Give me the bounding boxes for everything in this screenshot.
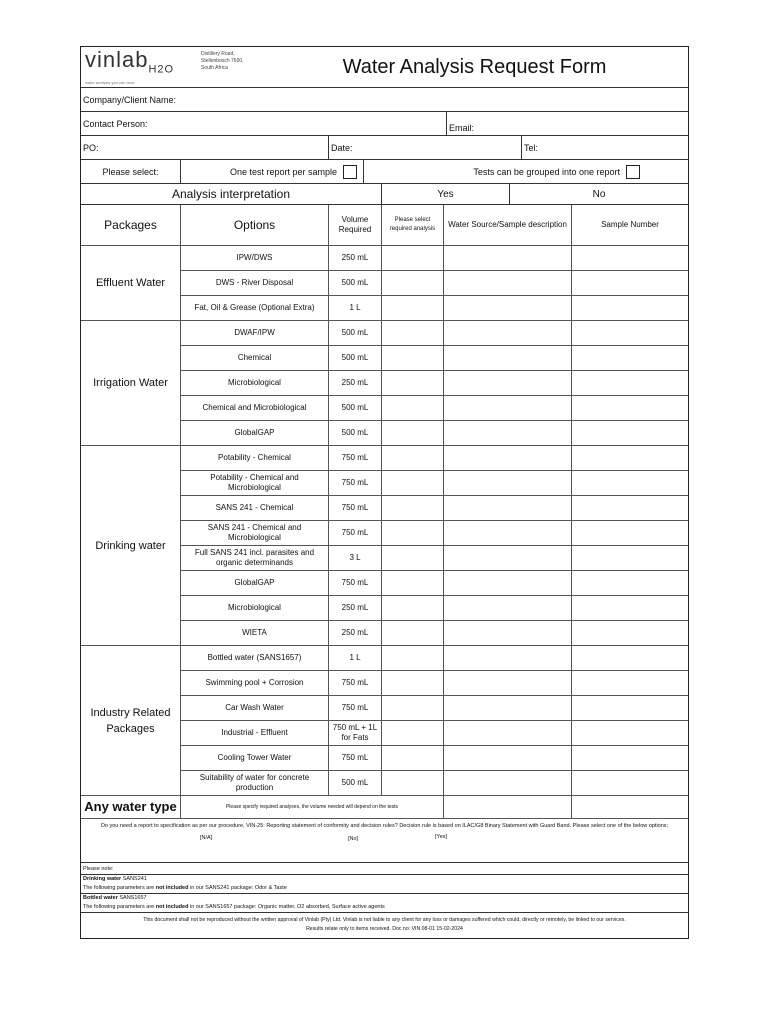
form-header — [81, 47, 688, 88]
analysis-select-cell[interactable] — [382, 721, 444, 746]
package-drinking-water: Drinking water — [81, 446, 181, 646]
header-select: Please select required analysis — [382, 205, 444, 246]
footer-disclaimer: This document shall not be reproduced without the written approval of Vinlab (Pty) Ltd. Vinlab is not liable to any client for any loss or damages suffered which could, directly or remotely, be linked to our services. — [143, 917, 626, 923]
drinking-prefix: The following parameters are — [83, 885, 156, 891]
bottled-suffix: in our SANS1657 package: Organic matter, O2 absorbed, Surface active agents — [188, 904, 385, 910]
sample-number-cell[interactable] — [572, 371, 688, 396]
drinking-label: Drinking water — [83, 876, 122, 882]
logo-tagline: water analysis you can trust — [85, 80, 135, 86]
volume-required: 750 mL — [329, 471, 382, 496]
option-label: Potability - Chemical — [181, 446, 329, 471]
water-source-cell[interactable] — [444, 671, 572, 696]
option-label: Potability - Chemical and Microbiological — [181, 471, 329, 496]
sample-number-cell[interactable] — [572, 646, 688, 671]
analysis-select-cell[interactable] — [382, 346, 444, 371]
analysis-select-cell[interactable] — [382, 296, 444, 321]
bottled-note-title — [81, 894, 688, 903]
company-address: Distillery Road, Stellenbosch 7600, South Africa — [201, 51, 244, 71]
water-source-cell[interactable] — [444, 396, 572, 421]
water-source-cell[interactable] — [444, 321, 572, 346]
package-irrigation-water: Irrigation Water — [81, 321, 181, 446]
analysis-select-cell[interactable] — [382, 646, 444, 671]
water-source-cell[interactable] — [444, 596, 572, 621]
sample-number-cell[interactable] — [572, 696, 688, 721]
footer-doc-number: Results relate only to items received. Doc no: VIN 08-01 15-02-2024 — [306, 926, 463, 932]
per-sample-checkbox[interactable] — [343, 165, 357, 179]
volume-required: 500 mL — [329, 271, 382, 296]
notes-section — [81, 863, 688, 913]
conformity-option-na[interactable]: [N/A] — [200, 835, 213, 841]
interpretation-row — [81, 184, 688, 205]
package-industry-related: Industry Related Packages — [81, 646, 181, 796]
volume-required: 750 mL — [329, 521, 382, 546]
form-footer — [81, 913, 688, 938]
sample-number-cell[interactable] — [572, 721, 688, 746]
sample-number-cell[interactable] — [572, 496, 688, 521]
sample-number-cell[interactable] — [572, 346, 688, 371]
any-water-sample-cell[interactable] — [572, 796, 688, 819]
option-label: Chemical and Microbiological — [181, 396, 329, 421]
volume-required: 500 mL — [329, 321, 382, 346]
sample-number-cell[interactable] — [572, 746, 688, 771]
volume-required: 750 mL + 1L for Fats — [329, 721, 382, 746]
option-label: IPW/DWS — [181, 246, 329, 271]
tel-field[interactable]: Tel: — [524, 142, 539, 153]
logo-text: vinlab — [85, 47, 149, 72]
header-packages: Packages — [81, 205, 181, 246]
volume-required: 750 mL — [329, 496, 382, 521]
analysis-select-cell[interactable] — [382, 421, 444, 446]
any-water-type-label: Any water type — [81, 796, 181, 819]
interpretation-yes[interactable]: Yes — [382, 184, 510, 204]
sample-number-cell[interactable] — [572, 471, 688, 496]
vinlab-logo — [81, 47, 201, 87]
package-effluent-water: Effluent Water — [81, 246, 181, 321]
analysis-select-cell[interactable] — [382, 521, 444, 546]
sample-number-cell[interactable] — [572, 546, 688, 571]
volume-required: 1 L — [329, 646, 382, 671]
report-select-row — [81, 160, 688, 184]
company-name-field[interactable]: Company/Client Name: — [83, 94, 177, 105]
please-select-label: Please select: — [81, 160, 181, 183]
option-label: Swimming pool + Corrosion — [181, 671, 329, 696]
sample-number-cell[interactable] — [572, 446, 688, 471]
volume-required: 750 mL — [329, 746, 382, 771]
drinking-note-title — [81, 875, 688, 884]
option-label: Fat, Oil & Grease (Optional Extra) — [181, 296, 329, 321]
water-source-cell[interactable] — [444, 721, 572, 746]
option-label: GlobalGAP — [181, 571, 329, 596]
volume-required: 500 mL — [329, 421, 382, 446]
volume-required: 250 mL — [329, 371, 382, 396]
grouped-checkbox[interactable] — [626, 165, 640, 179]
notes-heading: Please note: — [81, 863, 688, 875]
volume-required: 750 mL — [329, 446, 382, 471]
option-label: WIETA — [181, 621, 329, 646]
analysis-select-cell[interactable] — [382, 371, 444, 396]
bottled-label: Bottled water — [83, 895, 118, 901]
water-source-cell[interactable] — [444, 346, 572, 371]
po-field[interactable]: PO: — [81, 136, 329, 159]
water-source-cell[interactable] — [444, 496, 572, 521]
bottled-prefix: The following parameters are — [83, 904, 156, 910]
analysis-table — [81, 205, 688, 819]
sample-number-cell[interactable] — [572, 246, 688, 271]
option-label: DWAF/IPW — [181, 321, 329, 346]
drinking-std: SANS241 — [122, 876, 147, 882]
po-row — [81, 136, 688, 160]
analysis-select-cell[interactable] — [382, 321, 444, 346]
analysis-select-cell[interactable] — [382, 471, 444, 496]
sample-number-cell[interactable] — [572, 271, 688, 296]
email-field[interactable]: Email: — [449, 122, 475, 133]
water-analysis-form — [80, 46, 689, 939]
water-source-cell[interactable] — [444, 471, 572, 496]
volume-required: 1 L — [329, 296, 382, 321]
analysis-select-cell[interactable] — [382, 496, 444, 521]
sample-number-cell[interactable] — [572, 321, 688, 346]
volume-required: 750 mL — [329, 671, 382, 696]
water-source-cell[interactable] — [444, 546, 572, 571]
water-source-cell[interactable] — [444, 621, 572, 646]
water-source-cell[interactable] — [444, 421, 572, 446]
sample-number-cell[interactable] — [572, 571, 688, 596]
header-options: Options — [181, 205, 329, 246]
per-sample-label: One test report per sample — [229, 166, 337, 177]
sample-number-cell[interactable] — [572, 521, 688, 546]
option-label: Microbiological — [181, 371, 329, 396]
analysis-select-cell[interactable] — [382, 271, 444, 296]
volume-required: 250 mL — [329, 596, 382, 621]
analysis-select-cell[interactable] — [382, 396, 444, 421]
conformity-section — [81, 819, 688, 863]
sample-number-cell[interactable] — [572, 771, 688, 796]
water-source-cell[interactable] — [444, 296, 572, 321]
bottled-not-included: not included — [155, 904, 189, 910]
per-sample-option — [181, 160, 364, 183]
volume-required: 500 mL — [329, 346, 382, 371]
water-source-cell[interactable] — [444, 271, 572, 296]
analysis-select-cell[interactable] — [382, 571, 444, 596]
sample-number-cell[interactable] — [572, 396, 688, 421]
contact-row — [81, 112, 688, 136]
date-field[interactable]: Date: — [329, 136, 522, 159]
header-water-source: Water Source/Sample description — [444, 205, 572, 246]
conformity-option-no[interactable]: [No] — [348, 836, 359, 842]
analysis-select-cell[interactable] — [382, 246, 444, 271]
bottled-std: SANS1657 — [119, 895, 147, 901]
option-label: GlobalGAP — [181, 421, 329, 446]
sample-number-cell[interactable] — [572, 421, 688, 446]
grouped-option — [364, 160, 688, 183]
sample-number-cell[interactable] — [572, 296, 688, 321]
bottled-note-detail — [81, 903, 688, 912]
option-label: Bottled water (SANS1657) — [181, 646, 329, 671]
sample-number-cell[interactable] — [572, 621, 688, 646]
option-label: DWS - River Disposal — [181, 271, 329, 296]
water-source-cell[interactable] — [444, 746, 572, 771]
sample-number-cell[interactable] — [572, 596, 688, 621]
water-source-cell[interactable] — [444, 771, 572, 796]
header-volume: Volume Required — [329, 205, 382, 246]
conformity-question: Do you need a report to specification as per our procedure, VIN-25: Reporting statement of conformity and decision rules? Decision rule is based on ILAC/G8 Binary Statement with Guard Band. Please select one of the below options; — [100, 823, 669, 829]
analysis-select-cell[interactable] — [382, 446, 444, 471]
sample-number-cell[interactable] — [572, 671, 688, 696]
volume-required: 250 mL — [329, 246, 382, 271]
option-label: Cooling Tower Water — [181, 746, 329, 771]
header-sample-number: Sample Number — [572, 205, 688, 246]
water-source-cell[interactable] — [444, 521, 572, 546]
drinking-suffix: in our SANS241 package: Odor & Taste — [188, 885, 287, 891]
water-source-cell[interactable] — [444, 371, 572, 396]
analysis-select-cell[interactable] — [382, 771, 444, 796]
volume-required: 3 L — [329, 546, 382, 571]
water-source-cell[interactable] — [444, 246, 572, 271]
option-label: SANS 241 - Chemical and Microbiological — [181, 521, 329, 546]
any-water-type-note: Please specify required analyses, the volume needed will depend on the tests — [181, 796, 444, 819]
company-row — [81, 88, 688, 112]
water-source-cell[interactable] — [444, 646, 572, 671]
volume-required: 500 mL — [329, 771, 382, 796]
water-source-cell[interactable] — [444, 446, 572, 471]
option-label: Microbiological — [181, 596, 329, 621]
interpretation-no[interactable]: No — [592, 188, 606, 200]
any-water-source-cell[interactable] — [444, 796, 572, 819]
water-source-cell[interactable] — [444, 696, 572, 721]
grouped-label: Tests can be grouped into one report — [473, 166, 620, 177]
water-source-cell[interactable] — [444, 571, 572, 596]
option-label: Car Wash Water — [181, 696, 329, 721]
contact-person-field[interactable]: Contact Person: — [81, 112, 447, 135]
volume-required: 750 mL — [329, 696, 382, 721]
conformity-option-yes[interactable]: [Yes] — [435, 834, 448, 840]
option-label: SANS 241 - Chemical — [181, 496, 329, 521]
conformity-options — [81, 831, 688, 845]
logo-sub: H2O — [148, 63, 175, 76]
drinking-note-detail — [81, 884, 688, 894]
analysis-select-cell[interactable] — [382, 696, 444, 721]
analysis-select-cell[interactable] — [382, 621, 444, 646]
volume-required: 500 mL — [329, 396, 382, 421]
analysis-select-cell[interactable] — [382, 546, 444, 571]
volume-required: 750 mL — [329, 571, 382, 596]
analysis-select-cell[interactable] — [382, 596, 444, 621]
option-label: Chemical — [181, 346, 329, 371]
analysis-select-cell[interactable] — [382, 746, 444, 771]
option-label: Industrial - Effluent — [181, 721, 329, 746]
option-label: Suitability of water for concrete production — [181, 771, 329, 796]
form-title: Water Analysis Request Form — [342, 55, 607, 78]
volume-required: 250 mL — [329, 621, 382, 646]
analysis-select-cell[interactable] — [382, 671, 444, 696]
option-label: Full SANS 241 incl. parasites and organic determinands — [181, 546, 329, 571]
drinking-not-included: not included — [155, 885, 189, 891]
interpretation-label: Analysis interpretation — [81, 184, 382, 204]
